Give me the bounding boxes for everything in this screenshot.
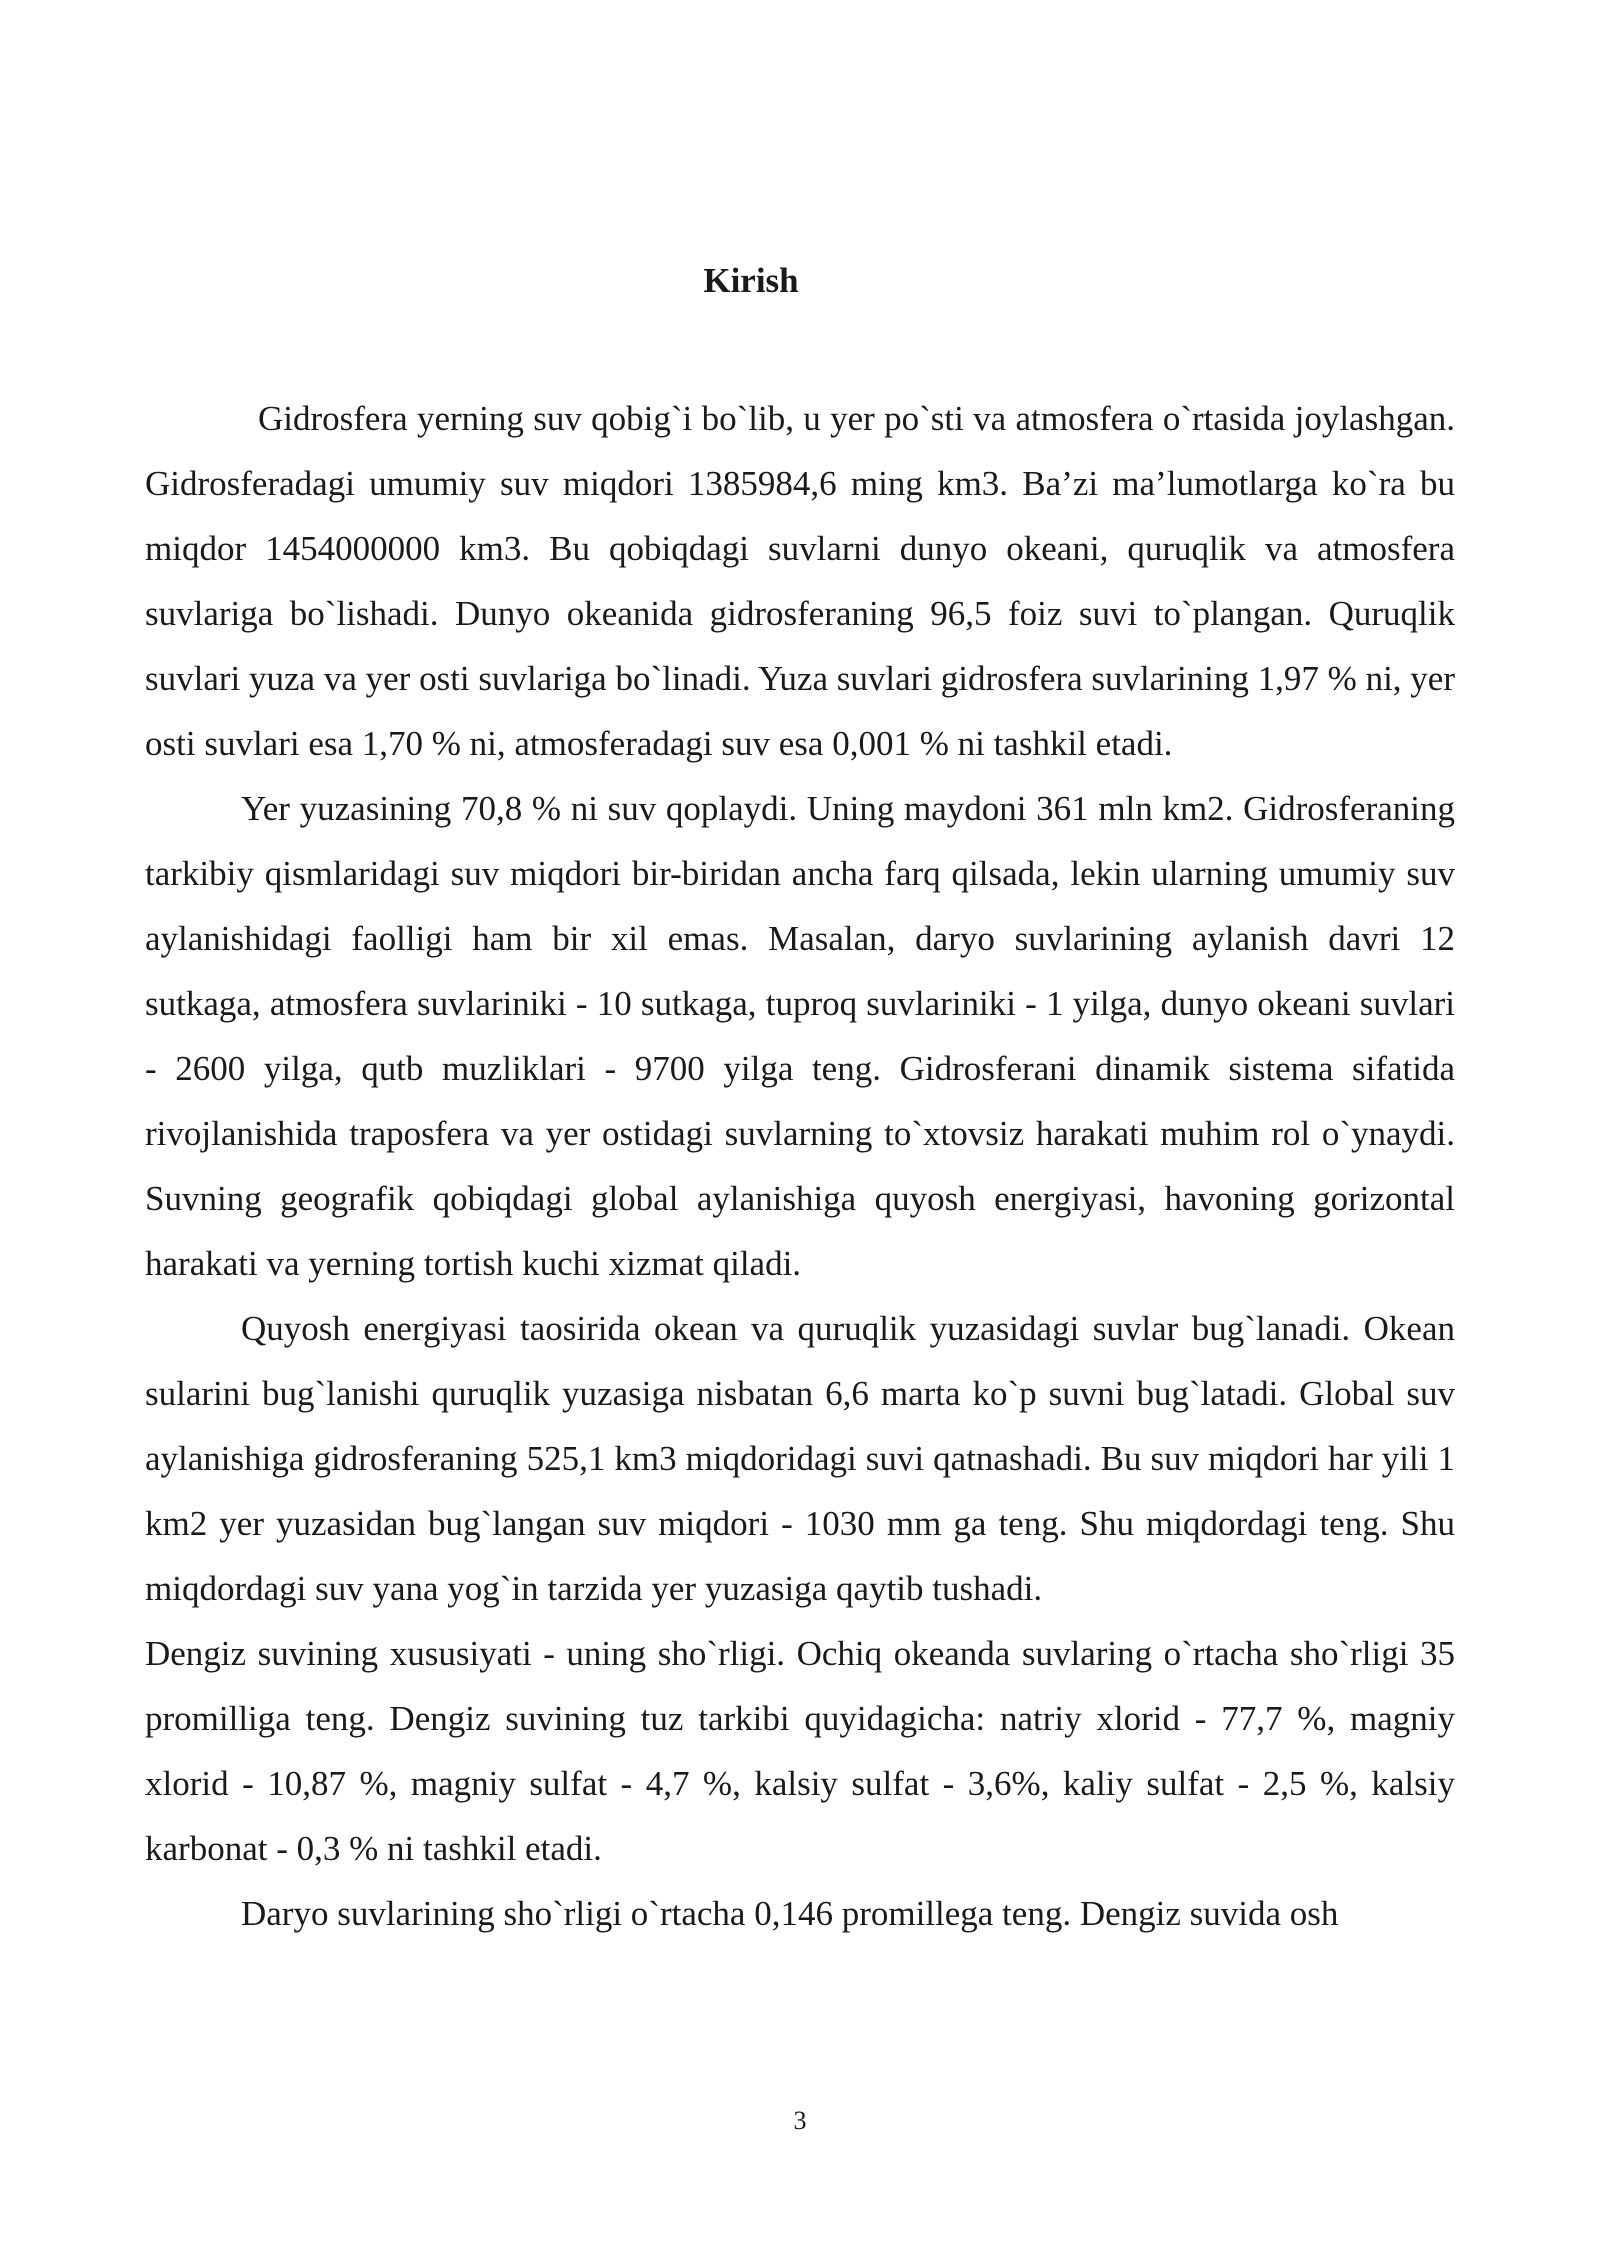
body-text bbox=[145, 386, 1455, 1946]
paragraph-1: Gidrosfera yerning suv qobig`i bo`lib, u yer po`sti va atmosfera o`rtasida joylashgan. Gidrosferadagi umumiy suv miqdori 1385984,6 ming km3. Ba’zi ma’lumotlarga ko`ra bu miqdor 1454000000 km3. Bu qobiqdagi suvlarni dunyo okeani, quruqlik va atmosfera suvlariga bo`lishadi. Dunyo okeanida gidrosferaning 96,5 foiz suvi to`plangan. Quruqlik suvlari yuza va yer osti suvlariga bo`linadi. Yuza suvlari gidrosfera suvlarining 1,97 % ni, yer osti suvlari esa 1,70 % ni, atmosferadagi suv esa 0,001 % ni tashkil etadi. bbox=[145, 399, 1455, 763]
paragraph-5: Daryo suvlarining sho`rligi o`rtacha 0,146 promillega teng. Dengiz suvida osh bbox=[241, 1894, 1339, 1933]
paragraph-3: Quyosh energiyasi taosirida okean va quruqlik yuzasidagi suvlar bug`lanadi. Okean sularini bug`lanishi quruqlik yuzasiga nisbatan 6,6 marta ko`p suvni bug`latadi. Global suv aylanishiga gidrosferaning 525,1 km3 miqdoridagi suvi qatnashadi. Bu suv miqdori har yili 1 km2 yer yuzasidan bug`langan suv miqdori - 1030 mm ga teng. Shu miqdordagi teng. Shu miqdordagi suv yana yog`in tarzida yer yuzasiga qaytib tushadi. bbox=[145, 1309, 1455, 1608]
page-number: 3 bbox=[793, 2106, 807, 2135]
page-title: Kirish bbox=[703, 261, 799, 300]
paragraph-2: Yer yuzasining 70,8 % ni suv qoplaydi. Uning maydoni 361 mln km2. Gidrosferaning tarkibiy qismlaridagi suv miqdori bir-biridan ancha farq qilsada, lekin ularning umumiy suv aylanishidagi faolligi ham bir xil emas. Masalan, daryo suvlarining aylanish davri 12 sutkaga, atmosfera suvlariniki - 10 sutkaga, tuproq suvlariniki - 1 yilga, dunyo okeani suvlari - 2600 yilga, qutb muzliklari - 9700 yilga teng. Gidrosferani dinamik sistema sifatida rivojlanishida traposfera va yer ostidagi suvlarning to`xtovsiz harakati muhim rol o`ynaydi. Suvning geografik qobiqdagi global aylanishiga quyosh energiyasi, havoning gorizontal harakati va yerning tortish kuchi xizmat qiladi. bbox=[145, 789, 1455, 1283]
paragraph-4: Dengiz suvining xususiyati - uning sho`rligi. Ochiq okeanda suvlaring o`rtacha sho`rligi 35 promilliga teng. Dengiz suvining tuz tarkibi quyidagicha: natriy xlorid - 77,7 %, magniy xlorid - 10,87 %, magniy sulfat - 4,7 %, kalsiy sulfat - 3,6%, kaliy sulfat - 2,5 %, kalsiy karbonat - 0,3 % ni tashkil etadi. bbox=[145, 1634, 1455, 1868]
